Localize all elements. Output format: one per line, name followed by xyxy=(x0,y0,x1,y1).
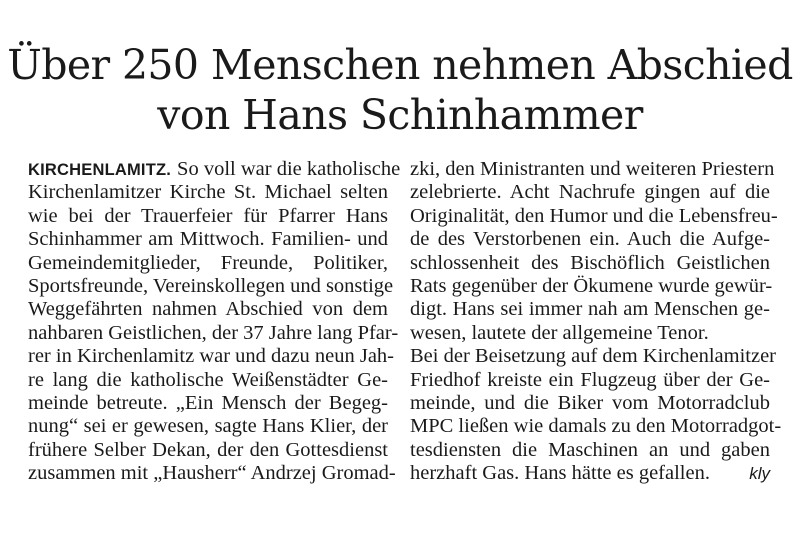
article-column-left xyxy=(28,158,401,485)
text-line: Bei der Beisetzung auf dem Kirchenlamitzer xyxy=(410,345,777,368)
text-line: MPC ließen wie damals zu den Motorradgot- xyxy=(410,415,782,438)
text-line: Friedhof kreiste ein Flugzeug über der Ge- xyxy=(410,368,770,391)
headline-line: von Hans Schinhammer xyxy=(157,91,643,139)
text-line: zelebrierte. Acht Nachrufe gingen auf die xyxy=(410,181,770,204)
dateline: KIRCHENLAMITZ. xyxy=(28,161,172,179)
text-line: Weggefährten nahmen Abschied von dem xyxy=(28,298,388,321)
text-line: wesen, lautete der allgemeine Tenor. xyxy=(410,321,709,344)
text-line: nahbaren Geistlichen, der 37 Jahre lang Pfar- xyxy=(28,321,399,344)
text-line: Sportsfreunde, Vereinskollegen und sonstige xyxy=(28,274,394,297)
text-line: de des Verstorbenen ein. Auch die Aufge- xyxy=(410,228,770,251)
text-line: nung“ sei er gewesen, sagte Hans Klier, der xyxy=(28,415,388,438)
text-line-content: herzhaft Gas. Hans hätte es gefallen. xyxy=(410,462,710,485)
text-line: frühere Selber Dekan, der den Gottesdienst xyxy=(28,438,388,461)
article-headline xyxy=(0,40,800,140)
author-initials: kly xyxy=(749,464,770,484)
text-line: Originalität, den Humor und die Lebensfreu- xyxy=(410,204,778,227)
text-line: digt. Hans sei immer nah am Menschen ge- xyxy=(410,298,770,321)
text-line xyxy=(28,158,401,181)
text-line: re lang die katholische Weißenstädter Ge- xyxy=(28,368,388,391)
text-line: wie bei der Trauerfeier für Pfarrer Hans xyxy=(28,204,388,227)
text-line xyxy=(410,462,770,485)
text-line: tesdiensten die Maschinen an und gaben xyxy=(410,438,770,461)
text-line: meinde, und die Biker vom Motorradclub xyxy=(410,391,770,414)
text-line: rer in Kirchenlamitz war und dazu neun Jah- xyxy=(28,345,395,368)
text-line-content: So voll war die katholische xyxy=(177,158,401,180)
text-line: zki, den Ministranten und weiteren Priestern xyxy=(410,158,775,180)
text-line: Schinhammer am Mittwoch. Familien- und xyxy=(28,228,388,251)
headline-line: Über 250 Menschen nehmen Abschied xyxy=(7,41,793,89)
text-line: Gemeindemitglieder, Freunde, Politiker, xyxy=(28,251,388,274)
text-line: schlossenheit des Bischöflich Geistlichen xyxy=(410,251,770,274)
text-line: meinde betreute. „Ein Mensch der Begeg- xyxy=(28,391,388,414)
text-line: Rats gegenüber der Ökumene wurde gewür- xyxy=(410,274,773,297)
article-column-right xyxy=(410,158,782,485)
text-line: Kirchenlamitzer Kirche St. Michael selten xyxy=(28,181,388,204)
text-line: zusammen mit „Hausherr“ Andrzej Gromad- xyxy=(28,462,396,485)
